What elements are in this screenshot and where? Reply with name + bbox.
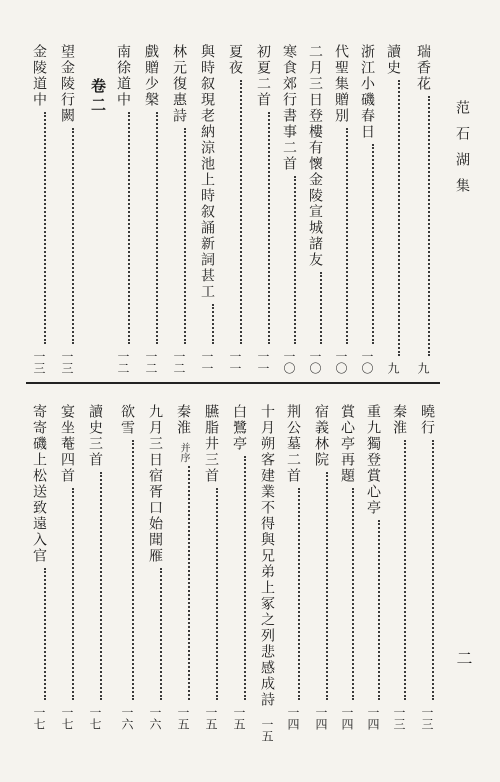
toc-entry: 九月三日宿胥口始聞雁 一六 (147, 404, 163, 730)
toc-entry: 宿義林院 一四 (313, 404, 329, 730)
toc-entry: 代聖集贈別 一〇 (333, 44, 349, 374)
toc-entry: 戲贈少槃 一二 (143, 44, 159, 374)
volume-heading: 卷二 (89, 78, 107, 116)
toc-entry: 欲雪 一六 (119, 404, 135, 730)
section-divider (26, 382, 440, 384)
toc-entry: 白鷺亭 一五 (231, 404, 247, 730)
page-number: 二 (454, 650, 473, 666)
toc-entry: 初夏二首 一一 (255, 44, 271, 374)
toc-entry: 賞心亭再題 一四 (339, 404, 355, 730)
toc-entry: 浙江小磯春日 一〇 (359, 44, 375, 374)
book-title-header: 范石湖集 (454, 100, 470, 204)
toc-entry: 南徐道中 一二 (115, 44, 131, 374)
toc-entry: 金陵道中 一三 (31, 44, 47, 374)
toc-entry: 宴坐菴四首 一七 (59, 404, 75, 730)
entry-note: 并序 (178, 442, 189, 463)
toc-entry: 與時叙現老納涼池上時叙誦新詞甚工 一一 (199, 44, 215, 374)
toc-entry: 寒食郊行書事二首 一〇 (281, 44, 297, 374)
toc-entry: 夏夜 一一 (227, 44, 243, 374)
toc-entry: 讀史三首 一七 (87, 404, 103, 730)
toc-entry: 寄寄磯上松送致遠入官 一七 (31, 404, 47, 730)
toc-entry: 秦淮 并序 一五 (175, 404, 191, 730)
toc-entry: 瑞香花 九 (415, 44, 431, 374)
toc-entry: 林元復惠詩 一二 (171, 44, 187, 374)
toc-entry: 荆公墓二首 一四 (285, 404, 301, 730)
toc-entry: 望金陵行闕 一三 (59, 44, 75, 374)
toc-entry: 重九獨登賞心亭 一四 (365, 404, 381, 730)
toc-entry: 臙脂井三首 一五 (203, 404, 219, 730)
toc-entry: 二月三日登樓有懷金陵宣城諸友 一〇 (307, 44, 323, 374)
toc-entry: 十月朔客建業不得與兄弟上冢之列悲感成詩 一五 (259, 404, 275, 742)
toc-entry: 秦淮 一三 (391, 404, 407, 730)
toc-entry: 曉行 一三 (419, 404, 435, 730)
toc-entry: 讀史 九 (385, 44, 401, 374)
